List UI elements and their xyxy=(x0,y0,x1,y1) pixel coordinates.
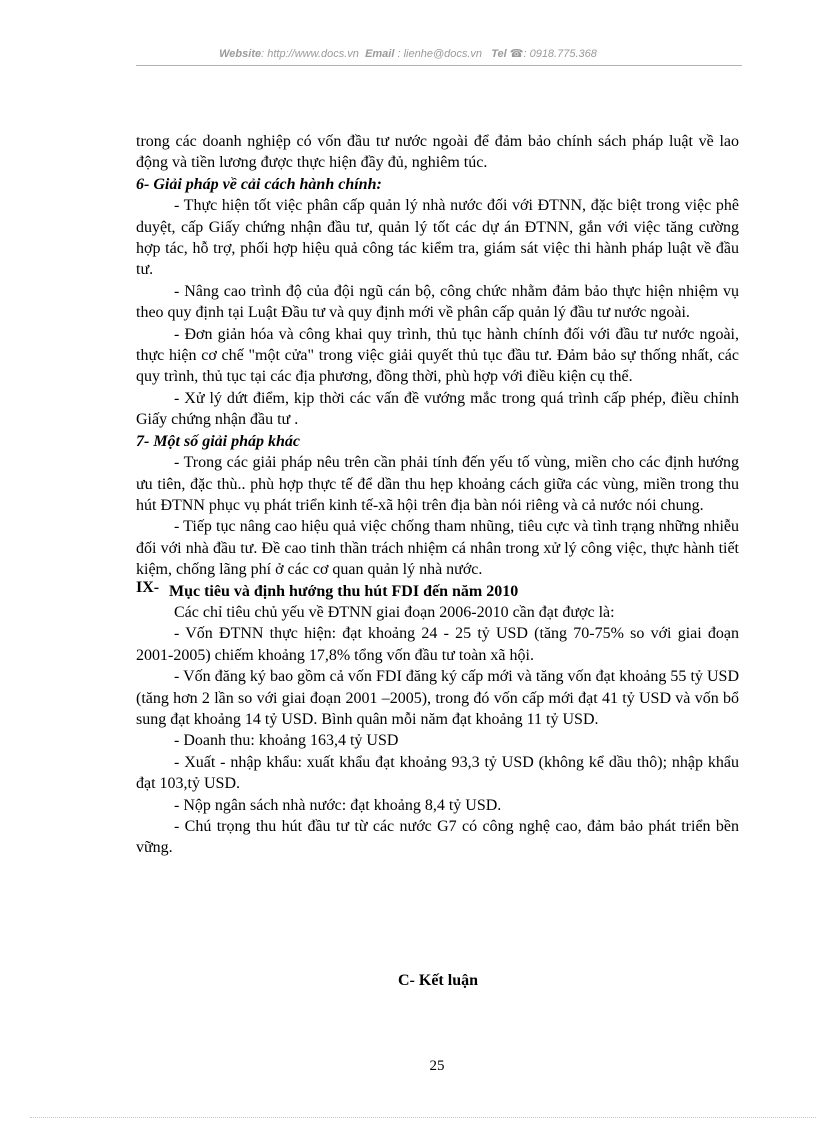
section-title: Mục tiêu và định hướng thu hút FDI đến năm 2010 xyxy=(169,582,519,600)
email-value[interactable]: : lienhe@docs.vn xyxy=(397,48,483,60)
paragraph: - Vốn ĐTNN thực hiện: đạt khoảng 24 - 25 tỷ USD (tăng 70-75% so với giai đoạn 2001-2005) chiếm khoảng 17,8% tổng vốn đầu tư toàn xã hội. xyxy=(136,625,739,664)
paragraph: Các chỉ tiêu chủ yếu về ĐTNN giai đoạn 2006-2010 cần đạt được là: xyxy=(174,603,615,621)
paragraph: - Xử lý dứt điểm, kịp thời các vấn đề vướng mắc trong quá trình cấp phép, điều chỉnh Giấy chứng nhận đầu tư . xyxy=(136,389,739,429)
section-heading xyxy=(136,578,739,602)
paragraph: - Vốn đăng ký bao gồm cả vốn FDI đăng ký cấp mới và tăng vốn đạt khoảng 55 tỷ USD (tăng hơn 2 lần so với giai đoạn 2001 –2005), trong đó vốn cấp mới đạt 41 tỷ USD và vốn bổ sung đạt khoảng 14 tỷ USD. Bình quân mỗi năm đạt khoảng 11 tỷ USD. xyxy=(136,668,739,728)
heading-admin-reform: 6- Giải pháp về cải cách hành chính: xyxy=(136,175,382,193)
website-label: Website xyxy=(219,48,262,60)
document-body xyxy=(136,131,739,859)
tel-value: : 0918.775.368 xyxy=(523,48,597,60)
tel-label: Tel xyxy=(491,48,507,60)
section-number: IX- xyxy=(136,578,160,596)
footer-divider xyxy=(30,1117,816,1118)
paragraph: - Trong các giải pháp nêu trên cần phải tính đến yếu tố vùng, miền cho các định hướng ưu tiên, đặc thù.. phù hợp thực tế để dần thu hẹp khoảng cách giữa các vùng, miền trong thu hút ĐTNN phục vụ phát triển kinh tế-xã hội trên địa bàn nói riêng và cả nước nói chung. xyxy=(136,454,739,514)
page-header xyxy=(0,47,816,60)
paragraph: - Đơn giản hóa và công khai quy trình, thủ tục hành chính đối với đầu tư nước ngoài, thực hiện cơ chế "một cửa" trong việc giải quyết thủ tục đầu tư. Đảm bảo sự thống nhất, các quy trình, thủ tục tại các địa phương, đồng thời, phù hợp với điều kiện cụ thể. xyxy=(136,325,739,386)
paragraph: - Thực hiện tốt việc phân cấp quản lý nhà nước đối với ĐTNN, đặc biệt trong việc phê duyệt, cấp Giấy chứng nhận đầu tư, quản lý tốt các dự án ĐTNN, gắn với việc tăng cường hợp tác, hỗ trợ, phối hợp hiệu quả công tác kiểm tra, giám sát việc thi hành pháp luật về đầu tư. xyxy=(136,197,739,279)
paragraph: - Nâng cao trình độ của đội ngũ cán bộ, công chức nhằm đảm bảo thực hiện nhiệm vụ theo quy định tại Luật Đầu tư và quy định mới về phân cấp quản lý đầu tư nước ngoài. xyxy=(136,282,739,322)
paragraph: - Xuất - nhập khẩu: xuất khẩu đạt khoảng 93,3 tỷ USD (không kể dầu thô); nhập khẩu đạt 103,tỷ USD. xyxy=(136,753,739,793)
paragraph: - Tiếp tục nâng cao hiệu quả việc chống tham nhũng, tiêu cực và tình trạng những nhiễu đối với nhà đầu tư. Đề cao tinh thần trách nhiệm cá nhân trong xử lý công việc, thực hành tiết kiệm, chống lãng phí ở các cơ quan quản lý nhà nước. xyxy=(136,518,739,579)
page-number: 25 xyxy=(429,1058,445,1074)
phone-icon: ☎ xyxy=(509,48,524,60)
paragraph: trong các doanh nghiệp có vốn đầu tư nước ngoài để đảm bảo chính sách pháp luật về lao động và tiền lương được thực hiện đầy đủ, nghiêm túc. xyxy=(136,133,739,172)
header-divider xyxy=(136,65,742,66)
conclusion-heading: C- Kết luận xyxy=(398,972,478,989)
website-value[interactable]: : http://www.docs.vn xyxy=(261,48,359,60)
email-label: Email xyxy=(365,48,395,60)
paragraph: - Doanh thu: khoảng 163,4 tỷ USD xyxy=(174,732,399,750)
heading-other-solutions: 7- Một số giải pháp khác xyxy=(136,432,301,450)
paragraph: - Nộp ngân sách nhà nước: đạt khoảng 8,4 tỷ USD. xyxy=(174,796,502,814)
paragraph: - Chú trọng thu hút đầu tư từ các nước G7 có công nghệ cao, đảm bảo phát triển bền vững. xyxy=(136,818,739,857)
